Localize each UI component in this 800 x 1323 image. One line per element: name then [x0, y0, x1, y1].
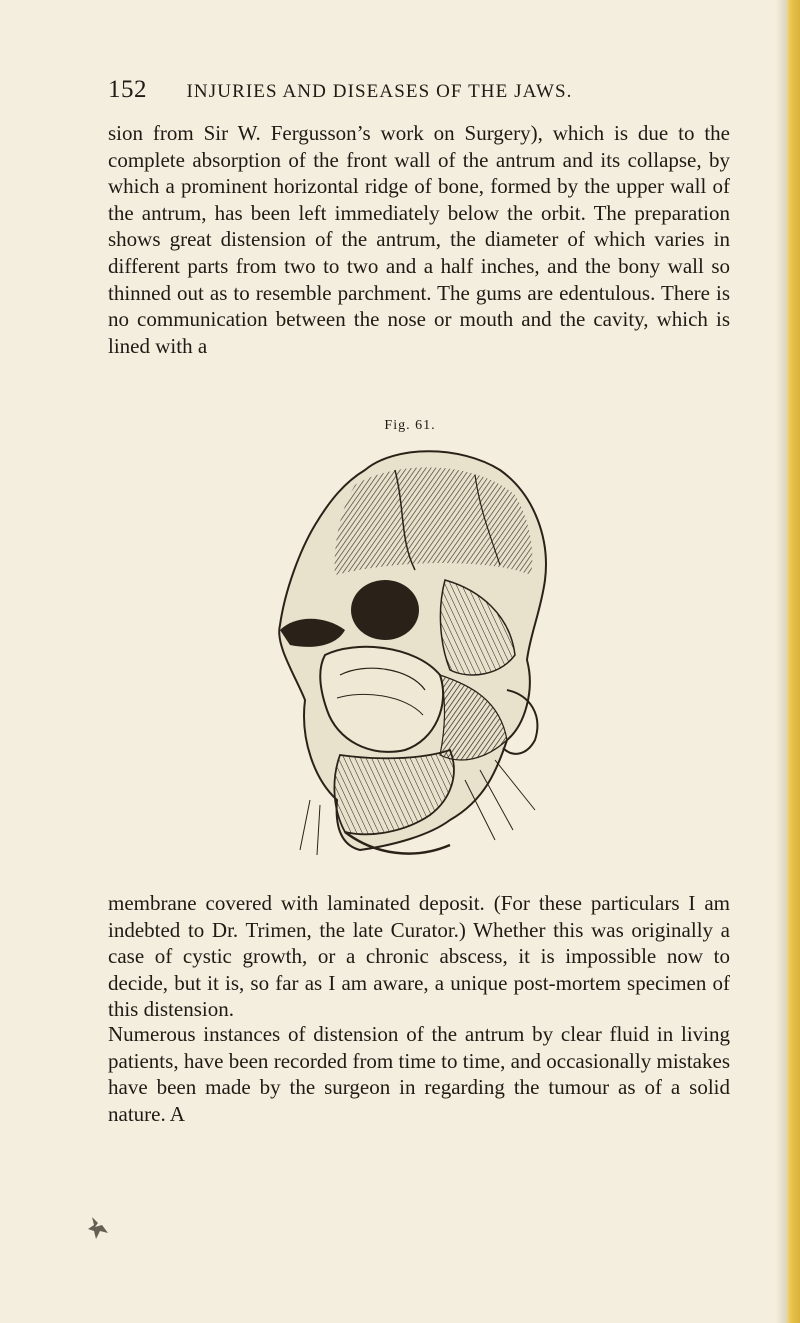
- paragraph-1: sion from Sir W. Fergusson’s work on Surgery), which is due to the complete absorption of the front wall of the antrum and its collapse, by which a prominent horizontal ridge of bone, formed by the upper wall of the antrum, has been left immediately below the orbit. The preparation shows great distension of the antrum, the diameter of which varies in different parts from two to two and a half inches, and the bony wall so thinned out as to resemble parchment. The gums are edentulous. There is no communication between the nose or mouth and the cavity, which is lined with a: [108, 121, 730, 358]
- ink-blot-mark: [86, 1213, 114, 1243]
- running-title: INJURIES AND DISEASES OF THE JAWS.: [186, 81, 573, 102]
- paragraph-3: Numerous instances of distension of the antrum by clear fluid in living patients, have been recorded from time to time, and occasionally mistakes have been made by the surgeon in regarding the tumour as of a solid nature. A: [108, 1022, 730, 1126]
- paragraph-2: membrane covered with laminated deposit. (For these particulars I am indebted to Dr. Trimen, the late Curator.) Whether this was originally a case of cystic growth, or a chronic abscess, it is impossible now to decide, but it is, so far as I am aware, a unique post-mortem specimen of this distension.: [108, 891, 730, 1022]
- running-head: [108, 76, 748, 110]
- figure-illustration: [245, 440, 575, 880]
- binding-edge: [786, 0, 800, 1323]
- skull-engraving: [245, 440, 575, 880]
- page-number: 152: [108, 76, 147, 103]
- figure-caption: Fig. 61.: [384, 418, 436, 433]
- binding-shadow: [776, 0, 786, 1323]
